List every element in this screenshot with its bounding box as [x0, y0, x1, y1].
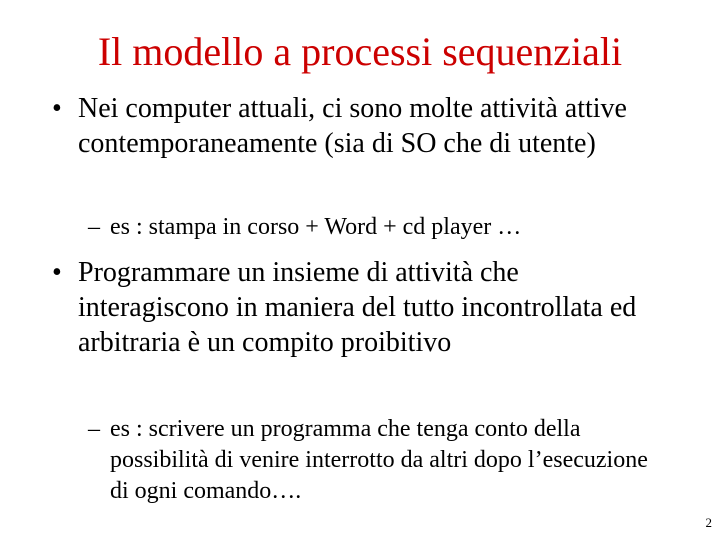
bullet-text: Nei computer attuali, ci sono molte attività attive contemporaneamente (sia di SO che di utente)	[78, 93, 627, 159]
sub-bullet-marker: –	[88, 214, 100, 240]
sub-bullet-marker: –	[88, 416, 100, 442]
sub-bullet-text: es : stampa in corso + Word + cd player …	[110, 214, 522, 240]
bullet-text: Programmare un insieme di attività che interagiscono in maniera del tutto incontrollata ed arbitraria è un compito proibitivo	[78, 257, 637, 358]
slide-title: Il modello a processi sequenziali	[97, 29, 623, 74]
sub-bullet-text: es : scrivere un programma che tenga conto della possibilità di venire interrotto da altri dopo l’esecuzione di ogni comando….	[110, 416, 648, 504]
sub-bullet-item-2	[88, 414, 648, 507]
bullet-marker: •	[52, 93, 62, 124]
bullet-item-1	[52, 91, 652, 161]
bullet-marker: •	[52, 257, 62, 288]
page-number: 2	[705, 515, 712, 530]
bullet-item-2	[52, 255, 652, 360]
sub-bullet-item-1	[88, 212, 648, 243]
